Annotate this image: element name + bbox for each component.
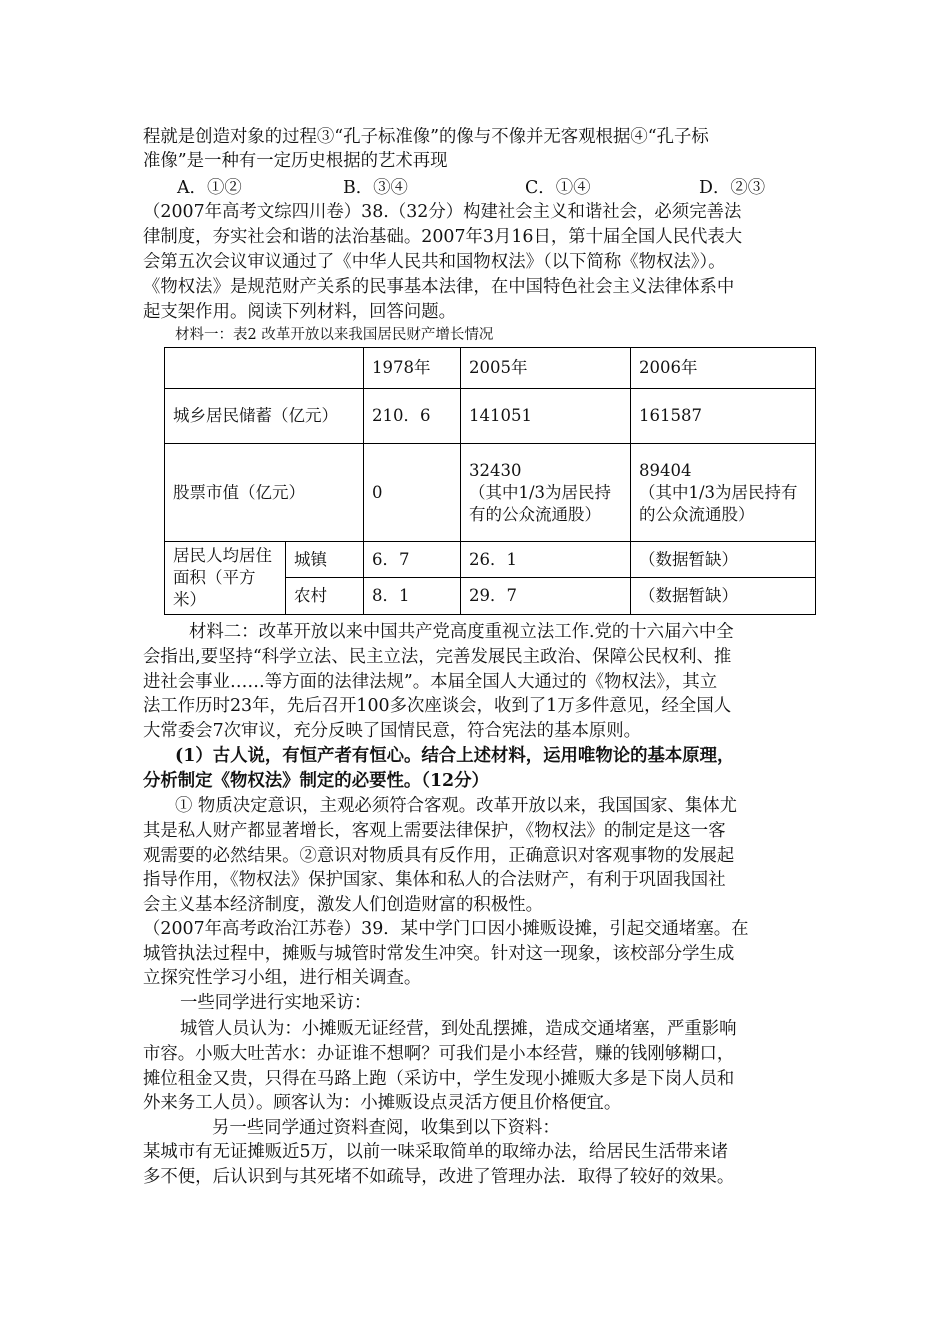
material-2-text: 会指出,要坚持“科学立法、民主立法，完善发展民主政治、保障公民权利、推 — [143, 647, 732, 667]
question-39-text: 多不便，后认识到与其死堵不如疏导，改进了管理办法．取得了较好的效果。 — [143, 1167, 735, 1187]
question-39-text: 摊位租金又贵，只得在马路上跑（采访中，学生发现小摊贩大多是下岗人员和 — [143, 1069, 735, 1089]
table-header-cell: 2006年 — [631, 348, 816, 389]
table-cell: 8．1 — [364, 578, 461, 615]
row-label-savings: 城乡居民储蓄（亿元） — [165, 389, 364, 444]
material-2-text: 进社会事业……等方面的法律法规”。本届全国人大通过的《物权法》，其立 — [143, 672, 718, 692]
table-row — [165, 444, 816, 542]
question-39-text: 城管人员认为：小摊贩无证经营，到处乱摆摊，造成交通堵塞，严重影响 — [180, 1019, 737, 1039]
table-caption: 材料一：表2 改革开放以来我国居民财产增长情况 — [175, 327, 494, 343]
table-cell: （数据暂缺） — [631, 578, 816, 615]
table-cell: 32430 （其中1/3为居民持有的公众流通股） — [461, 444, 631, 542]
property-growth-table — [164, 347, 816, 615]
table-row — [165, 542, 816, 578]
answer-text: 指导作用，《物权法》保护国家、集体和私人的合法财产，有利于巩固我国社 — [143, 870, 726, 890]
question-39-text: 某城市有无证摊贩近5万，以前一味采取简单的取缔办法，给居民生活带来诸 — [143, 1142, 728, 1162]
option-a: A．①② — [177, 178, 242, 198]
question-38-text: 《物权法》是规范财产关系的民事基本法律，在中国特色社会主义法律体系中 — [143, 277, 735, 297]
question-39-text: 城管执法过程中，摊贩与城管时常发生冲突。针对这一现象，该校部分学生成 — [143, 944, 735, 964]
table-cell: （数据暂缺） — [631, 542, 816, 578]
table-cell: 161587 — [631, 389, 816, 444]
material-2-text: 大常委会7次审议，充分反映了国情民意，符合宪法的基本原则。 — [143, 721, 642, 741]
table-header-cell: 1978年 — [364, 348, 461, 389]
table-header-row — [165, 348, 816, 389]
answer-text: 观需要的必然结果。②意识对物质具有反作用，正确意识对客观事物的发展起 — [143, 846, 735, 866]
question-39-text: 立探究性学习小组，进行相关调查。 — [143, 968, 422, 988]
question-39-text: 外来务工人员）。顾客认为：小摊贩设点灵活方便且价格便宜。 — [143, 1093, 622, 1113]
question-39-text: 市容。小贩大吐苦水：办证谁不想啊？可我们是小本经营，赚的钱刚够糊口， — [143, 1044, 735, 1064]
option-c: C．①④ — [525, 178, 591, 198]
question-39-text: （2007年高考政治江苏卷）39．某中学门口因小摊贩设摊，引起交通堵塞。在 — [143, 919, 749, 939]
table-header-cell: 2005年 — [461, 348, 631, 389]
text-line: 准像”是一种有一定历史根据的艺术再现 — [143, 151, 448, 171]
question-38-text: 律制度，夯实社会和谐的法治基础。2007年3月16日，第十届全国人民代表大 — [143, 227, 743, 247]
option-d: D．②③ — [699, 178, 766, 198]
table-row — [165, 389, 816, 444]
option-b: B．③④ — [343, 178, 408, 198]
table-cell: 141051 — [461, 389, 631, 444]
sub-label-urban: 城镇 — [286, 542, 364, 578]
row-label-housing: 居民人均居住面积（平方米） — [165, 542, 286, 615]
table-header-cell — [165, 348, 364, 389]
sub-label-rural: 农村 — [286, 578, 364, 615]
question-38-text: 会第五次会议审议通过了《中华人民共和国物权法》（以下简称《物权法》）。 — [143, 252, 726, 272]
table-cell: 210．6 — [364, 389, 461, 444]
table-cell: 26．1 — [461, 542, 631, 578]
text-line: 程就是创造对象的过程③“孔子标准像”的像与不像并无客观根据④“孔子标 — [143, 127, 709, 147]
sub-question-1: (1）古人说，有恒产者有恒心。结合上述材料，运用唯物论的基本原理， — [175, 746, 735, 766]
row-label-stock: 股票市值（亿元） — [165, 444, 364, 542]
question-39-text: 一些同学进行实地采访： — [180, 993, 372, 1013]
material-2-text: 材料二：改革开放以来中国共产党高度重视立法工作.党的十六届六中全 — [189, 622, 734, 642]
table-cell: 0 — [364, 444, 461, 542]
material-2-text: 法工作历时23年，先后召开100多次座谈会，收到了1万多件意见，经全国人 — [143, 696, 732, 716]
question-39-text: 另一些同学通过资料查阅，收集到以下资料： — [212, 1118, 560, 1138]
answer-text: ① 物质决定意识，主观必须符合客观。改革开放以来，我国国家、集体尤 — [175, 796, 738, 816]
sub-question-1: 分析制定《物权法》制定的必要性。（12分） — [143, 771, 489, 791]
answer-text: 其是私人财产都显著增长，客观上需要法律保护，《物权法》的制定是这一客 — [143, 821, 726, 841]
question-38-text: （2007年高考文综四川卷）38.（32分）构建社会主义和谐社会，必须完善法 — [143, 202, 742, 222]
question-38-text: 起支架作用。阅读下列材料，回答问题。 — [143, 302, 457, 322]
table-cell: 6．7 — [364, 542, 461, 578]
table-cell: 89404 （其中1/3为居民持有的公众流通股） — [631, 444, 816, 542]
answer-text: 会主义基本经济制度，激发人们创造财富的积极性。 — [143, 895, 543, 915]
table-cell: 29．7 — [461, 578, 631, 615]
